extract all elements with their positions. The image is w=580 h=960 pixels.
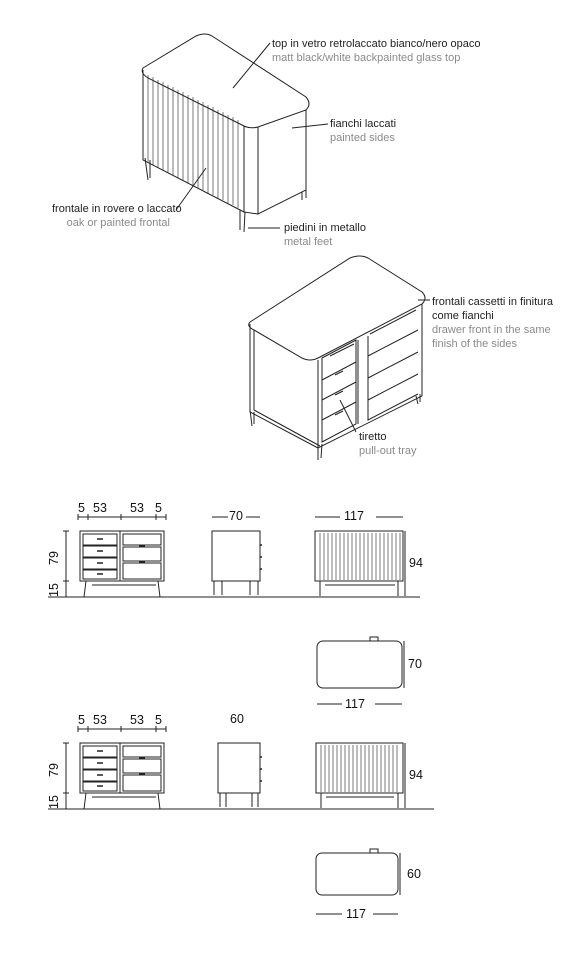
- back-view-70: [315, 517, 405, 596]
- label-drawers-en-1: drawer front in the same: [432, 324, 551, 336]
- label-front-it: frontale in rovere o laccato: [52, 203, 182, 215]
- dim-60-w1: 5: [78, 713, 85, 727]
- back-view-60: [316, 743, 405, 808]
- label-drawers-en-2: finish of the sides: [432, 338, 517, 350]
- dim-60-w4: 5: [155, 713, 162, 727]
- dim-70-h-total: 94: [409, 556, 423, 570]
- label-sides-en: painted sides: [330, 132, 395, 144]
- label-top: [272, 37, 481, 65]
- dim-70-h-feet: 15: [46, 583, 61, 597]
- dim-60-plan-width: 117: [346, 907, 366, 921]
- dim-70-w1: 5: [78, 501, 85, 515]
- dim-70-w3: 53: [130, 501, 144, 515]
- plan-view-60: [316, 849, 400, 914]
- label-sides-it: fianchi laccati: [330, 118, 397, 130]
- dim-70-h-body: 79: [46, 551, 61, 565]
- dim-70-w2: 53: [93, 501, 107, 515]
- label-tray-it: tiretto: [359, 431, 387, 443]
- label-tray: [359, 430, 416, 458]
- label-feet: [284, 221, 366, 249]
- label-drawers-it-2: come fianchi: [432, 310, 494, 322]
- dim-60-h-body: 79: [46, 763, 61, 777]
- label-front-en: oak or painted frontal: [66, 217, 170, 229]
- side-view-70: [212, 517, 262, 595]
- label-sides: [330, 117, 396, 145]
- label-drawers: [432, 295, 553, 351]
- dim-60-w2: 53: [93, 713, 107, 727]
- dim-70-width: 117: [344, 509, 364, 523]
- label-top-en: matt black/white backpainted glass top: [272, 52, 461, 64]
- dim-60-w3: 53: [130, 713, 144, 727]
- label-feet-en: metal feet: [284, 236, 333, 248]
- plan-view-70: [317, 637, 404, 704]
- dim-70-plan-width: 117: [345, 697, 365, 711]
- dim-60-h-feet: 15: [46, 795, 61, 809]
- dim-60-depth: 60: [230, 712, 244, 726]
- label-tray-en: pull-out tray: [359, 445, 417, 457]
- dim-70-w4: 5: [155, 501, 162, 515]
- label-drawers-it-1: frontali cassetti in finitura: [432, 296, 554, 308]
- dim-60-h-total: 94: [409, 768, 423, 782]
- dim-70-plan-depth: 70: [408, 657, 422, 671]
- side-view-60: [218, 743, 262, 807]
- label-top-it: top in vetro retrolaccato bianco/nero opaco: [272, 38, 481, 50]
- dim-70-depth: 70: [229, 509, 243, 523]
- label-feet-it: piedini in metallo: [284, 222, 366, 234]
- dim-60-plan-depth: 60: [407, 867, 421, 881]
- label-front: [52, 202, 182, 230]
